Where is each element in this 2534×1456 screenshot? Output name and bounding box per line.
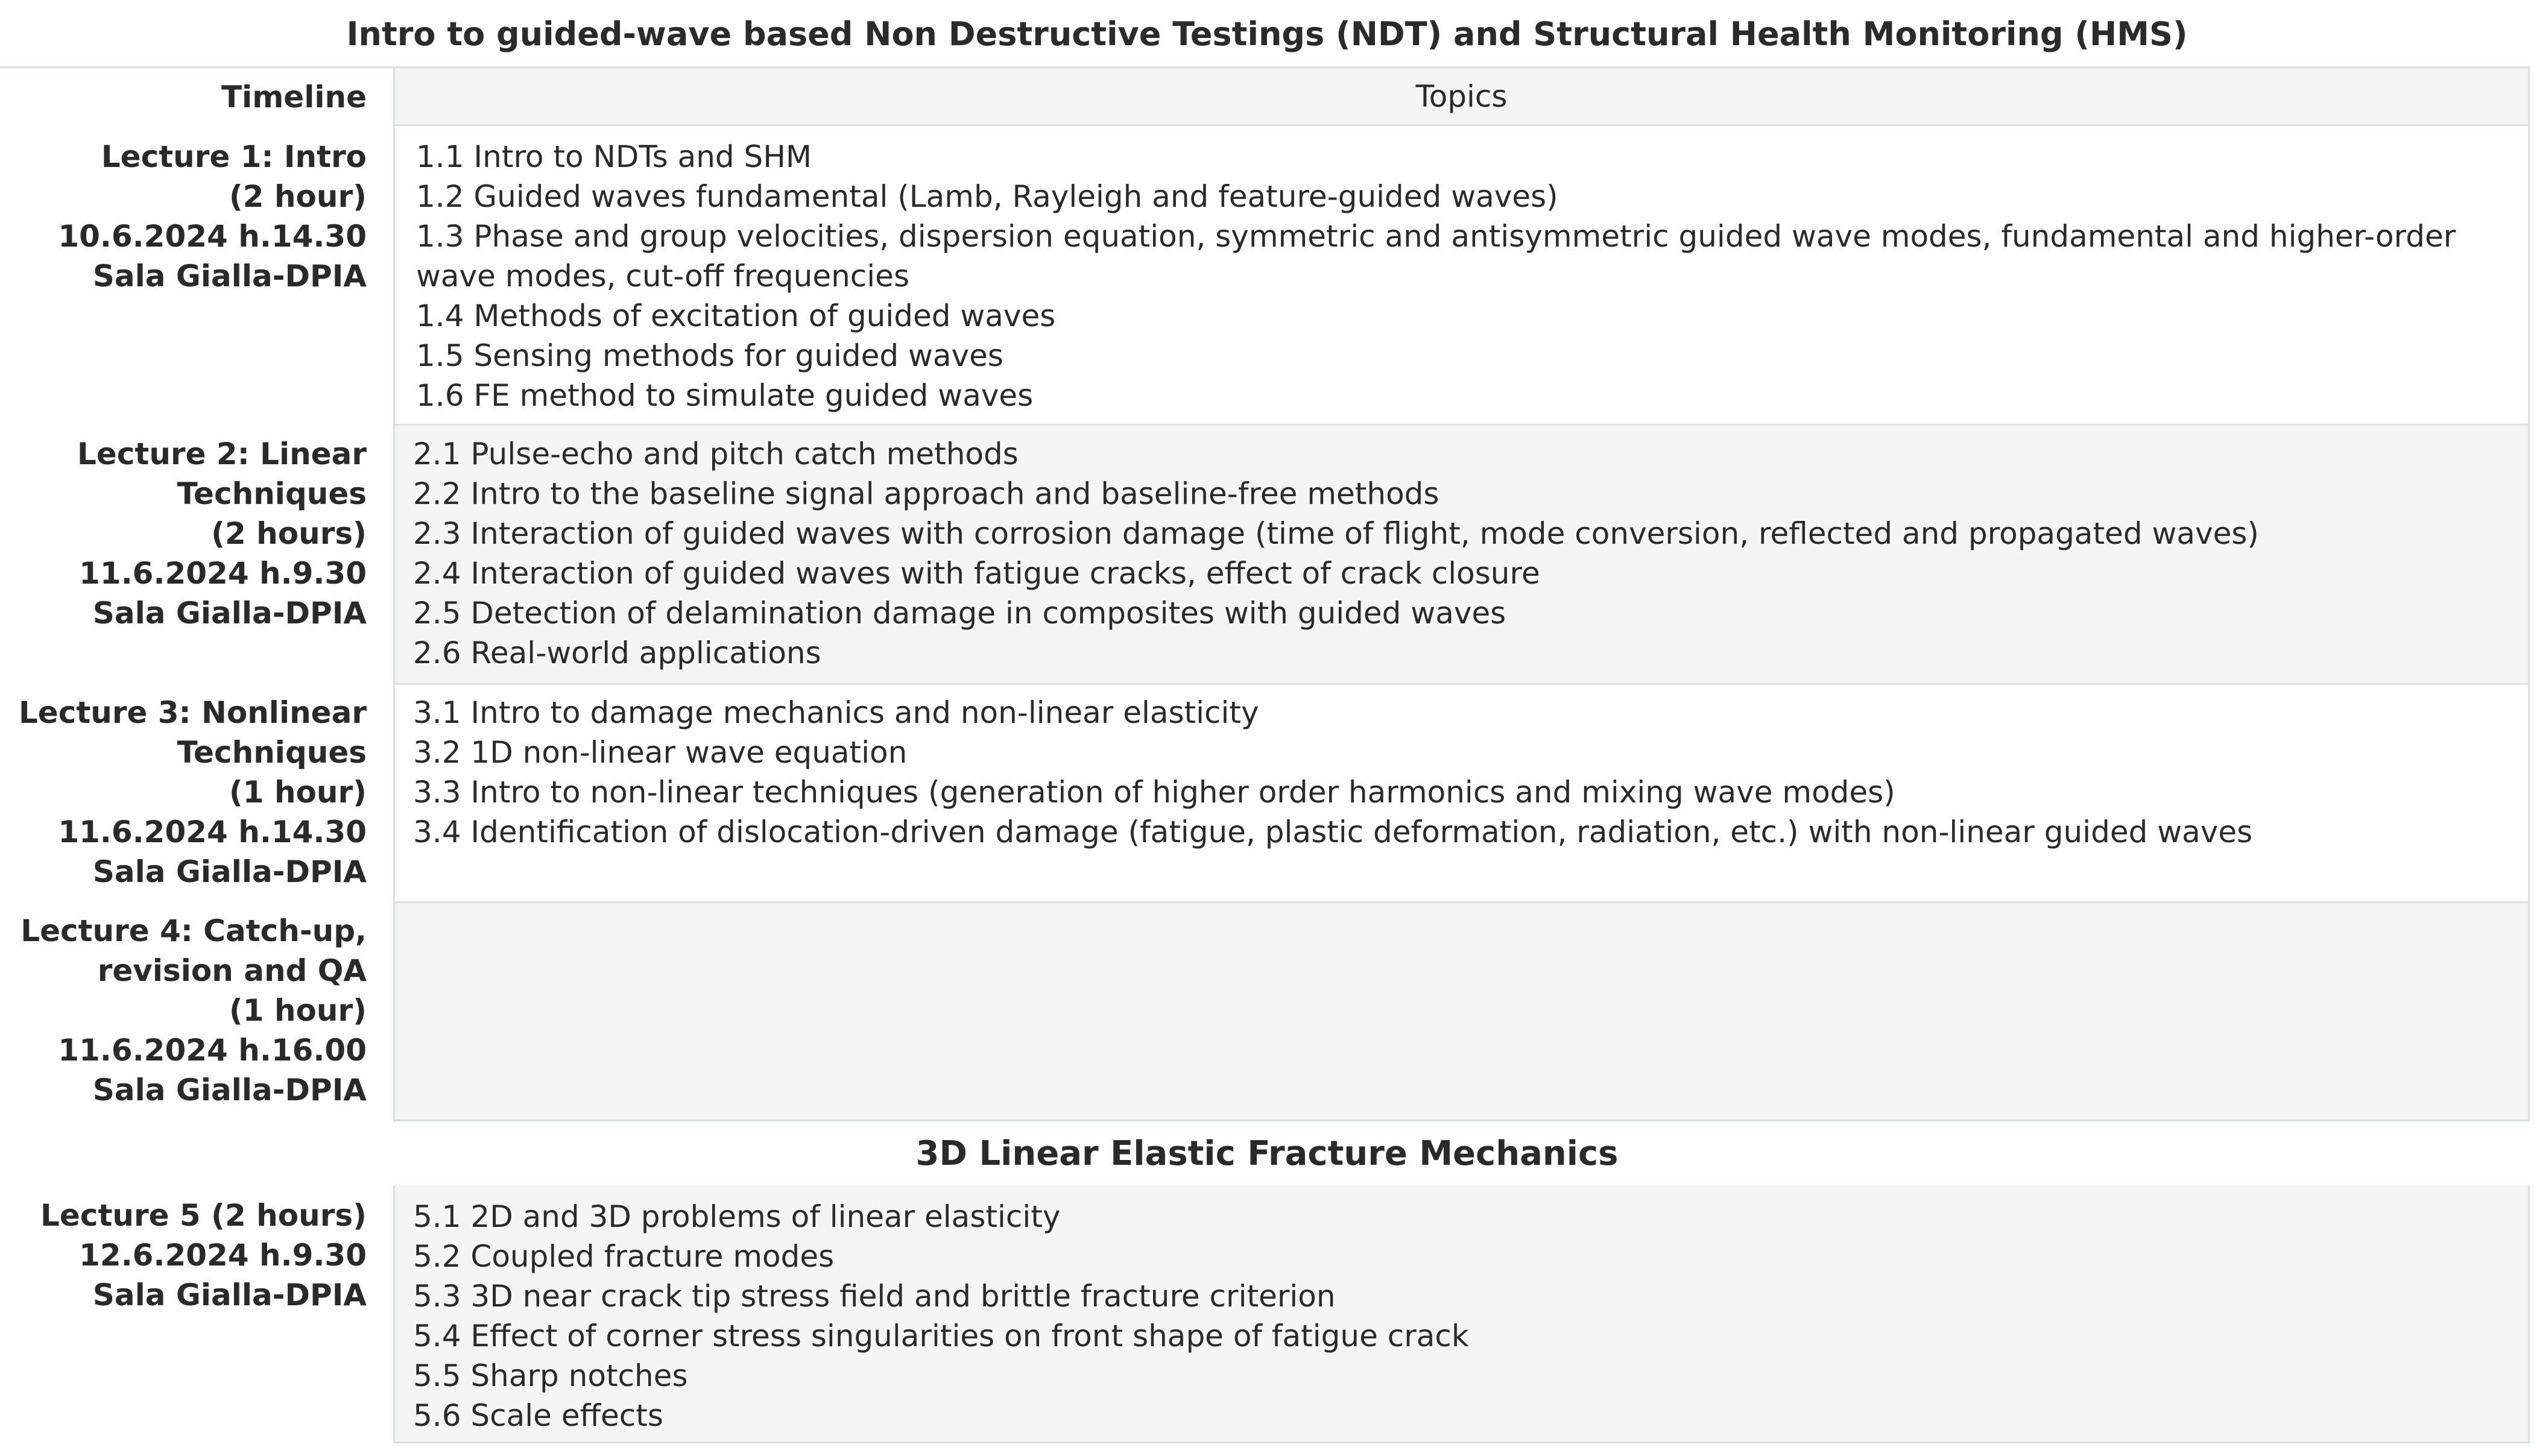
lecture-3-timeline bbox=[0, 693, 367, 892]
topic-item: 5.3 3D near crack tip stress field and brittle fracture criterion bbox=[413, 1279, 1336, 1314]
timeline-line: (2 hour) bbox=[229, 179, 367, 214]
topic-item: 5.4 Effect of corner stress singularities on front shape of fatigue crack bbox=[413, 1319, 1469, 1354]
timeline-line: Lecture 1: Intro bbox=[101, 139, 367, 174]
topic-item: 3.1 Intro to damage mechanics and non-linear elasticity bbox=[413, 695, 1259, 730]
topic-item: 2.3 Interaction of guided waves with corrosion damage (time of flight, mode conversion, reflected and propagated waves) bbox=[413, 516, 2259, 551]
topic-item: 2.1 Pulse-echo and pitch catch methods bbox=[413, 436, 1019, 471]
topic-item: 1.4 Methods of excitation of guided waves bbox=[416, 298, 1056, 333]
lecture-4-timeline bbox=[0, 911, 367, 1110]
timeline-line: 11.6.2024 h.9.30 bbox=[79, 556, 367, 591]
lecture-5-topics bbox=[393, 1185, 2530, 1443]
timeline-line: revision and QA bbox=[97, 953, 367, 988]
topic-item: 3.3 Intro to non-linear techniques (generation of higher order harmonics and mixing wave modes) bbox=[413, 775, 1895, 810]
topic-item: 5.5 Sharp notches bbox=[413, 1358, 688, 1393]
timeline-line: Techniques bbox=[177, 735, 367, 770]
timeline-line: Lecture 2: Linear bbox=[77, 436, 367, 471]
topics-header: Topics bbox=[393, 66, 2530, 126]
lecture-2-topics bbox=[393, 426, 2530, 685]
timeline-line: (1 hour) bbox=[229, 775, 367, 810]
lecture-3-topics bbox=[393, 685, 2530, 903]
timeline-line: Sala Gialla-DPIA bbox=[92, 854, 367, 889]
timeline-line: Lecture 4: Catch-up, bbox=[21, 913, 367, 948]
timeline-line: Techniques bbox=[177, 476, 367, 511]
topic-item: 5.2 Coupled fracture modes bbox=[413, 1239, 835, 1274]
topic-item: 1.5 Sensing methods for guided waves bbox=[416, 338, 1003, 373]
topic-item: 5.6 Scale effects bbox=[413, 1398, 663, 1433]
lecture-5-timeline bbox=[0, 1196, 367, 1315]
lecture-4-topics bbox=[393, 903, 2530, 1121]
timeline-line: Lecture 3: Nonlinear bbox=[18, 695, 367, 730]
timeline-line: Sala Gialla-DPIA bbox=[92, 259, 367, 294]
lecture-2-timeline bbox=[0, 434, 367, 633]
timeline-line: 11.6.2024 h.16.00 bbox=[58, 1033, 367, 1068]
timeline-header: Timeline bbox=[221, 80, 367, 115]
topic-item: 1.3 Phase and group velocities, dispersion equation, symmetric and antisymmetric guided wave modes, fundamental and higher-order wave modes, cut-off frequencies bbox=[416, 219, 2456, 294]
topic-item: 3.4 Identification of dislocation-driven damage (fatigue, plastic deformation, radiation, etc.) with non-linear guided waves bbox=[413, 815, 2253, 849]
topic-item: 5.1 2D and 3D problems of linear elasticity bbox=[413, 1199, 1061, 1234]
topic-item: 1.2 Guided waves fundamental (Lamb, Rayleigh and feature-guided waves) bbox=[416, 179, 1558, 214]
timeline-line: Sala Gialla-DPIA bbox=[92, 596, 367, 631]
timeline-line: 12.6.2024 h.9.30 bbox=[79, 1238, 367, 1273]
section-title: 3D Linear Elastic Fracture Mechanics bbox=[915, 1133, 1619, 1173]
topic-item: 2.5 Detection of delamination damage in composites with guided waves bbox=[413, 596, 1506, 631]
lecture-1-topics bbox=[393, 126, 2530, 426]
timeline-line: Sala Gialla-DPIA bbox=[92, 1278, 367, 1313]
topic-item: 2.2 Intro to the baseline signal approach and baseline-free methods bbox=[413, 476, 1439, 511]
timeline-line: Lecture 5 (2 hours) bbox=[40, 1198, 367, 1233]
timeline-line: 10.6.2024 h.14.30 bbox=[58, 219, 367, 254]
topic-item: 2.6 Real-world applications bbox=[413, 635, 821, 670]
timeline-line: (2 hours) bbox=[211, 516, 367, 551]
timeline-line: 11.6.2024 h.14.30 bbox=[58, 815, 367, 849]
topic-item: 2.4 Interaction of guided waves with fatigue cracks, effect of crack closure bbox=[413, 556, 1540, 591]
topic-item: 3.2 1D non-linear wave equation bbox=[413, 735, 908, 770]
lecture-1-timeline bbox=[0, 137, 367, 296]
topic-item: 1.6 FE method to simulate guided waves bbox=[416, 378, 1034, 413]
topic-item: 1.1 Intro to NDTs and SHM bbox=[416, 139, 812, 174]
timeline-line: (1 hour) bbox=[229, 993, 367, 1028]
timeline-line: Sala Gialla-DPIA bbox=[92, 1073, 367, 1108]
page-title: Intro to guided-wave based Non Destructive Testings (NDT) and Structural Health Monitoring (HMS) bbox=[346, 14, 2188, 53]
